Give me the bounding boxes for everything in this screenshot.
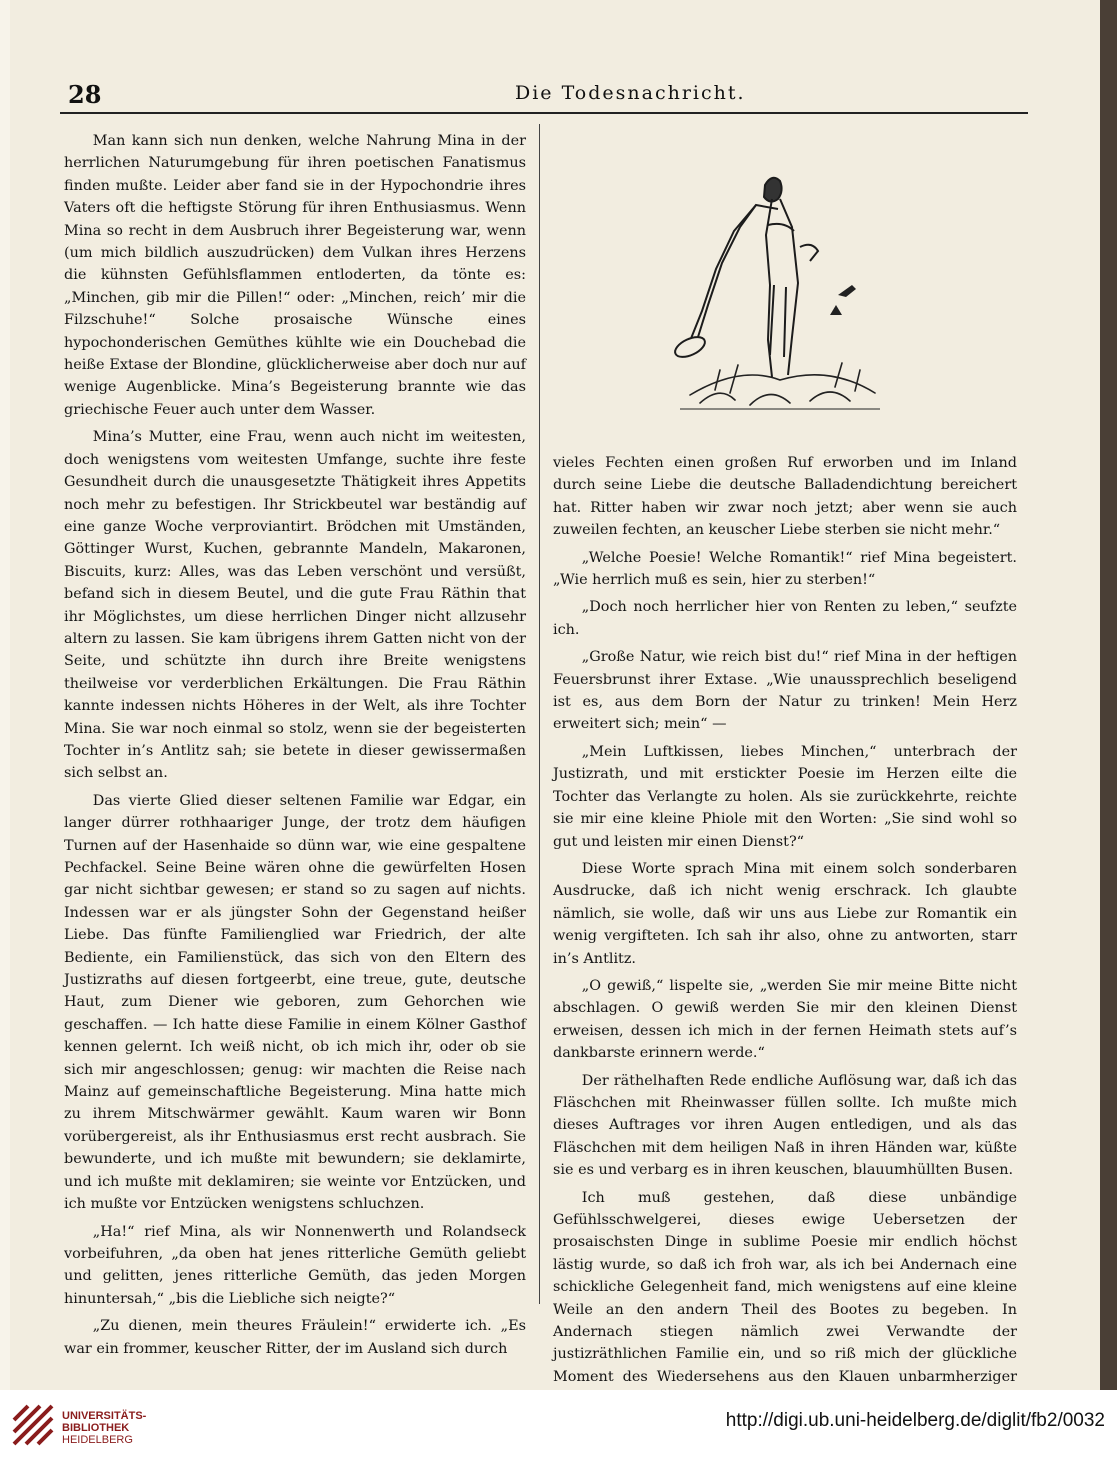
footer-bar (0, 1390, 1117, 1475)
right-column (553, 452, 1017, 1411)
illustration-alphorn-player (660, 165, 900, 415)
left-paragraph-5: „Zu dienen, mein theures Fräulein!“ erwiderte ich. „Es war ein frommer, keuscher Ritter, der im Ausland sich durch (64, 1318, 526, 1357)
page-edge-left (0, 0, 10, 1390)
right-paragraph-1: vieles Fechten einen großen Ruf erworben und im Inland durch seine Liebe die deutsche Balladendichtung bereichert hat. Ritter haben wir zwar noch jetzt; aber wenn sie auch zuweilen fechten, an keuscher Liebe sterben sie nicht mehr.“ (553, 455, 1017, 539)
right-paragraph-4: „Große Natur, wie reich bist du!“ rief Mina in der heftigen Feuersbrunst ihrer Extase. „Wie unaussprechlich beseligend ist es, aus dem Born der Natur zu trinken! Mein Herz erweitert sich; mein“ — (553, 649, 1017, 733)
right-paragraph-6: Diese Worte sprach Mina mit einem solch sonderbaren Ausdrucke, daß ich nicht wenig erschrack. Ich glaubte nämlich, sie wolle, daß wir uns aus Liebe zur Romantik ein wenig vergifteten. Ich sah ihr also, ohne zu antworten, starr in’s Antlitz. (553, 860, 1017, 967)
permalink-url[interactable]: http://digi.ub.uni-heidelberg.de/diglit/fb2/0032 (725, 1410, 1105, 1431)
library-name-line-1: UNIVERSITÄTS- (62, 1410, 147, 1422)
left-paragraph-4: „Ha!“ rief Mina, als wir Nonnenwerth und Rolandseck vorbeifuhren, „da oben hat jenes ritterliche Gemüth geliebt und gelitten, jenes ritterliche Gemüth, das jeden Morgen hinuntersah,“ „bis die Liebliche sich neigte?“ (64, 1223, 526, 1307)
library-name-line-3: HEIDELBERG (62, 1434, 133, 1446)
running-title: Die Todesnachricht. (515, 82, 746, 104)
column-divider (539, 124, 540, 1304)
right-paragraph-5: „Mein Luftkissen, liebes Minchen,“ unterbrach der Justizrath, und mit erstickter Poesie im Herzen eilte die Tochter das Verlangte zu holen. Als sie zurückkehrte, reichte sie mir eine kleine Phiole mit den Worten: „Sie sind wohl so gut und leisten mir einen Dienst?“ (553, 743, 1017, 850)
right-paragraph-3: „Doch noch herrlicher hier von Renten zu leben,“ seufzte ich. (553, 599, 1017, 638)
page-number: 28 (68, 80, 102, 109)
library-name-line-2: BIBLIOTHEK (62, 1422, 130, 1434)
header-rule (60, 112, 1028, 114)
left-paragraph-1: Man kann sich nun denken, welche Nahrung Mina in der herrlichen Naturumgebung für ihren poetischen Fanatismus finden mußte. Leider aber fand sie in der Hypochondrie ihres Vaters oft die heftigste Störung für ihren Enthusiasmus. Wenn Mina so recht in dem Ausbruch ihrer Begeisterung war, wenn (um mich bildlich auszudrücken) dem Vulkan ihres Herzens die kühnsten Gefühlsflammen entloderten, da tönte es: „Minchen, gib mir die Pillen!“ oder: „Minchen, reich’ mir die Filzschuhe!“ Solche prosaische Wünsche eines hypochonderischen Gemüthes kühlte wie ein Douchebad die heiße Extase der Blondine, glücklicherweise aber doch nur auf wenige Augenblicke. Mina’s Begeisterung brannte wie das griechische Feuer auch unter dem Wasser. (64, 133, 526, 418)
left-paragraph-3: Das vierte Glied dieser seltenen Familie war Edgar, ein langer dürrer rothhaariger Junge, der trotz dem häufigen Turnen auf der Hasenhaide so dünn war, wie eine gespaltene Pechfackel. Seine Beine wären ohne die gewürfelten Hosen gar nicht sichtbar gewesen; er stand so zu sagen auf nichts. Indessen war er als jüngster Sohn der Gegenstand heißer Liebe. Das fünfte Familienglied war Friedrich, der alte Bediente, ein Familienstück, das sich von den Eltern des Justizraths auf diesen fortgeerbt, eine treue, gute, deutsche Haut, zum Diener wie geboren, zum Gehorchen wie geschaffen. — Ich hatte diese Familie in einem Kölner Gasthof kennen gelernt. Ich weiß nicht, ob ich mich ihr, oder ob sie sich mir angeschlossen; genug: wir machten die Reise nach Mainz auf gemeinschaftliche Begeisterung. Mina hatte mich zu ihrem Mitschwärmer gewählt. Kaum waren wir Bonn vorübergereist, als ihr Enthusiasmus erst recht ausbrach. Sie bewunderte, und ich mußte mit bewundern; sie deklamirte, und ich mußte mit deklamiren; sie weinte vor Entzücken, und ich mußte vor Entzücken wenigstens schluchzen. (64, 792, 526, 1213)
right-paragraph-2: „Welche Poesie! Welche Romantik!“ rief Mina begeistert. „Wie herrlich muß es sein, hier zu sterben!“ (553, 549, 1017, 589)
right-paragraph-9: Ich muß gestehen, daß diese unbändige Gefühlsschwelgerei, dieses ewige Uebersetzen der prosaischsten Dinge in sublime Poesie mir endlich höchst lästig wurde, so daß ich froh war, als ich bei Andernach eine schickliche Gelegenheit fand, mich wenigstens auf eine kleine Weile an den andern Theil des Bootes zu begeben. In Andernach stiegen nämlich zwei Verwandte der justizräthlichen Familie ein, und so riß mich der glückliche Moment des Wiedersehens aus den Klauen unbarmherziger (553, 1189, 1017, 1385)
right-paragraph-7: „O gewiß,“ lispelte sie, „werden Sie mir meine Bitte nicht abschlagen. O gewiß werden Sie mir den kleinen Dienst erweisen, dessen ich mich in der fernen Heimath stets auf’s dankbarste erinnern werde.“ (553, 977, 1017, 1062)
right-paragraph-8: Der räthelhaften Rede endliche Auflösung war, daß ich das Fläschchen mit Rheinwasser füllen sollte. Ich mußte mich dieses Auftrages vor ihren Augen entledigen, und als das Fläschchen mit dem heiligen Naß in ihren Händen war, küßte sie es und verbarg es in ihren keuschen, blauumhüllten Busen. (553, 1072, 1017, 1179)
library-logo-icon (10, 1402, 56, 1448)
left-paragraph-2: Mina’s Mutter, eine Frau, wenn auch nicht im weitesten, doch wenigstens vom weitesten Umfange, suchte ihre feste Gesundheit durch die unausgesetzte Thätigkeit ihres Appetits noch mehr zu befestigen. Ihr Strickbeutel war beständig auf eine ganze Woche verproviantirt. Brödchen mit Umständen, Göttinger Wurst, Kuchen, gebrannte Mandeln, Makaronen, Biscuits, kurz: Alles, was das Leben verschönt und versüßt, befand sich in diesem Beutel, und die gute Frau Räthin that ihr Möglichstes, um diese herrlichen Dinger nicht allzusehr altern zu lassen. Sie kam übrigens ihrem Gatten nicht von der Seite, und schützte ihn durch ihre Breite wenigstens theilweise vor verderblichen Erkältungen. Die Frau Räthin kannte indessen nichts Höheres in der Welt, als ihre Tochter Mina. Sie war noch einmal so stolz, wenn sie der begeisterten Tochter in’s Antlitz sah; sie betete in dieser gewissermaßen sich selbst an. (64, 429, 526, 782)
left-column (64, 130, 526, 1360)
library-name (62, 1410, 146, 1446)
page-header (60, 76, 1030, 112)
page-edge-right (1100, 0, 1117, 1390)
